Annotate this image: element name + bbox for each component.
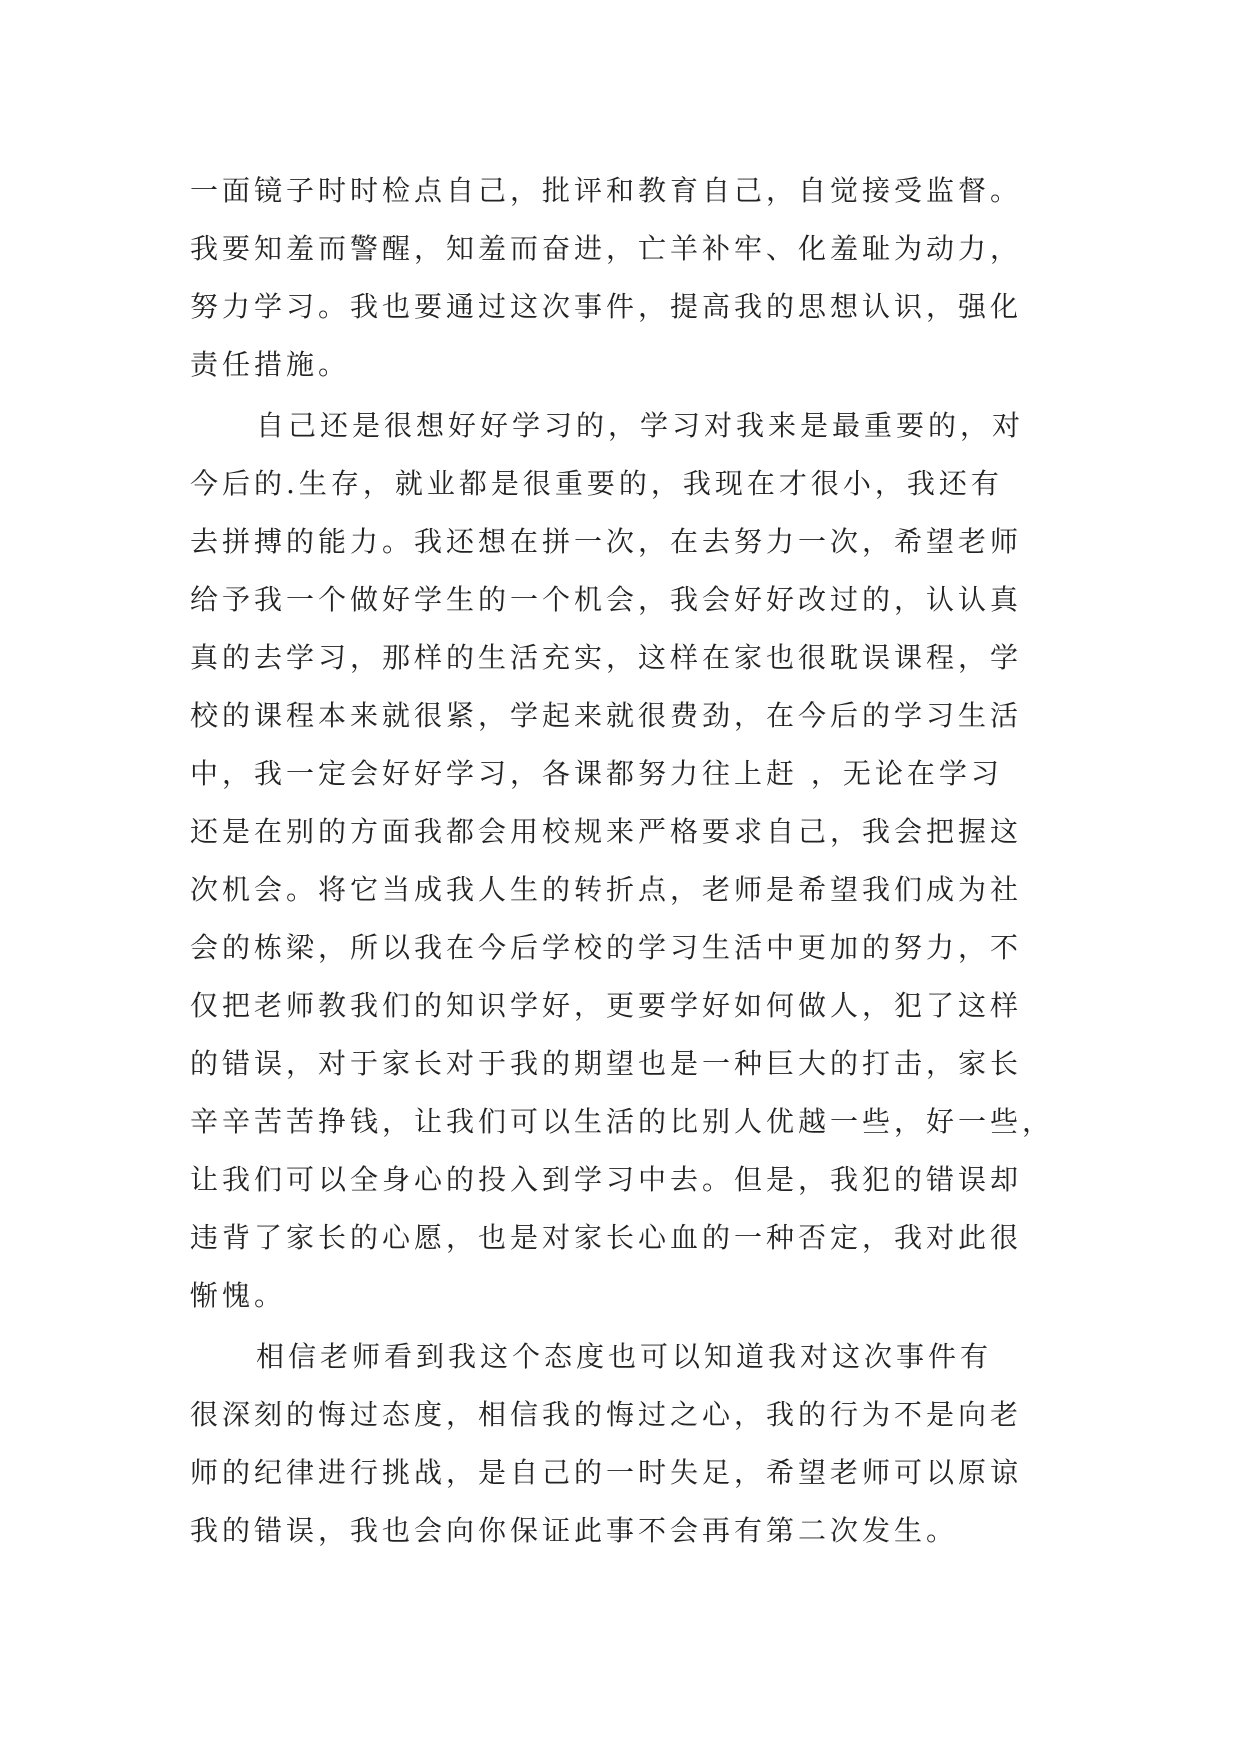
text-line: 还是在别的方面我都会用校规来严格要求自己，我会把握这 — [190, 815, 1023, 848]
text-line: 一面镜子时时检点自己，批评和教育自己，自觉接受监督。 — [190, 174, 1023, 207]
paragraph-3 — [190, 1328, 1060, 1560]
text-line: 会的栋梁，所以我在今后学校的学习生活中更加的努力，不 — [190, 931, 1023, 964]
text-line: 去拼搏的能力。我还想在拼一次，在去努力一次，希望老师 — [190, 525, 1023, 558]
text-line: 仅把老师教我们的知识学好，更要学好如何做人，犯了这样 — [190, 989, 1023, 1022]
text-line: 自己还是很想好好学习的，学习对我来是最重要的，对 — [256, 409, 1025, 442]
paragraph-2 — [190, 397, 1060, 1325]
text-line: 相信老师看到我这个态度也可以知道我对这次事件有 — [256, 1340, 993, 1373]
text-line: 责任措施。 — [190, 348, 351, 381]
text-line: 的错误，对于家长对于我的期望也是一种巨大的打击，家长 — [190, 1047, 1023, 1080]
text-line: 师的纪律进行挑战，是自己的一时失足，希望老师可以原谅 — [190, 1456, 1023, 1489]
text-line: 让我们可以全身心的投入到学习中去。但是，我犯的错误却 — [190, 1163, 1023, 1196]
text-line: 我的错误，我也会向你保证此事不会再有第二次发生。 — [190, 1514, 959, 1547]
text-line: 违背了家长的心愿，也是对家长心血的一种否定，我对此很 — [190, 1221, 1023, 1254]
text-line: 次机会。将它当成我人生的转折点，老师是希望我们成为社 — [190, 873, 1023, 906]
text-line: 惭愧。 — [190, 1279, 287, 1312]
document-body — [190, 162, 1060, 1560]
text-line: 努力学习。我也要通过这次事件，提高我的思想认识，强化 — [190, 290, 1023, 323]
text-line: 辛辛苦苦挣钱，让我们可以生活的比别人优越一些，好一些， — [190, 1105, 1055, 1138]
text-line: 给予我一个做好学生的一个机会，我会好好改过的，认认真 — [190, 583, 1023, 616]
paragraph-1 — [190, 162, 1060, 394]
text-line: 今后的.生存，就业都是很重要的，我现在才很小，我还有 — [190, 467, 1003, 500]
text-line: 真的去学习，那样的生活充实，这样在家也很耽误课程，学 — [190, 641, 1023, 674]
text-line: 中，我一定会好好学习，各课都努力往上赶 ，无论在学习 — [190, 757, 1003, 790]
text-line: 校的课程本来就很紧，学起来就很费劲，在今后的学习生活 — [190, 699, 1023, 732]
text-line: 我要知羞而警醒，知羞而奋进，亡羊补牢、化羞耻为动力， — [190, 232, 1023, 265]
text-line: 很深刻的悔过态度，相信我的悔过之心，我的行为不是向老 — [190, 1398, 1023, 1431]
